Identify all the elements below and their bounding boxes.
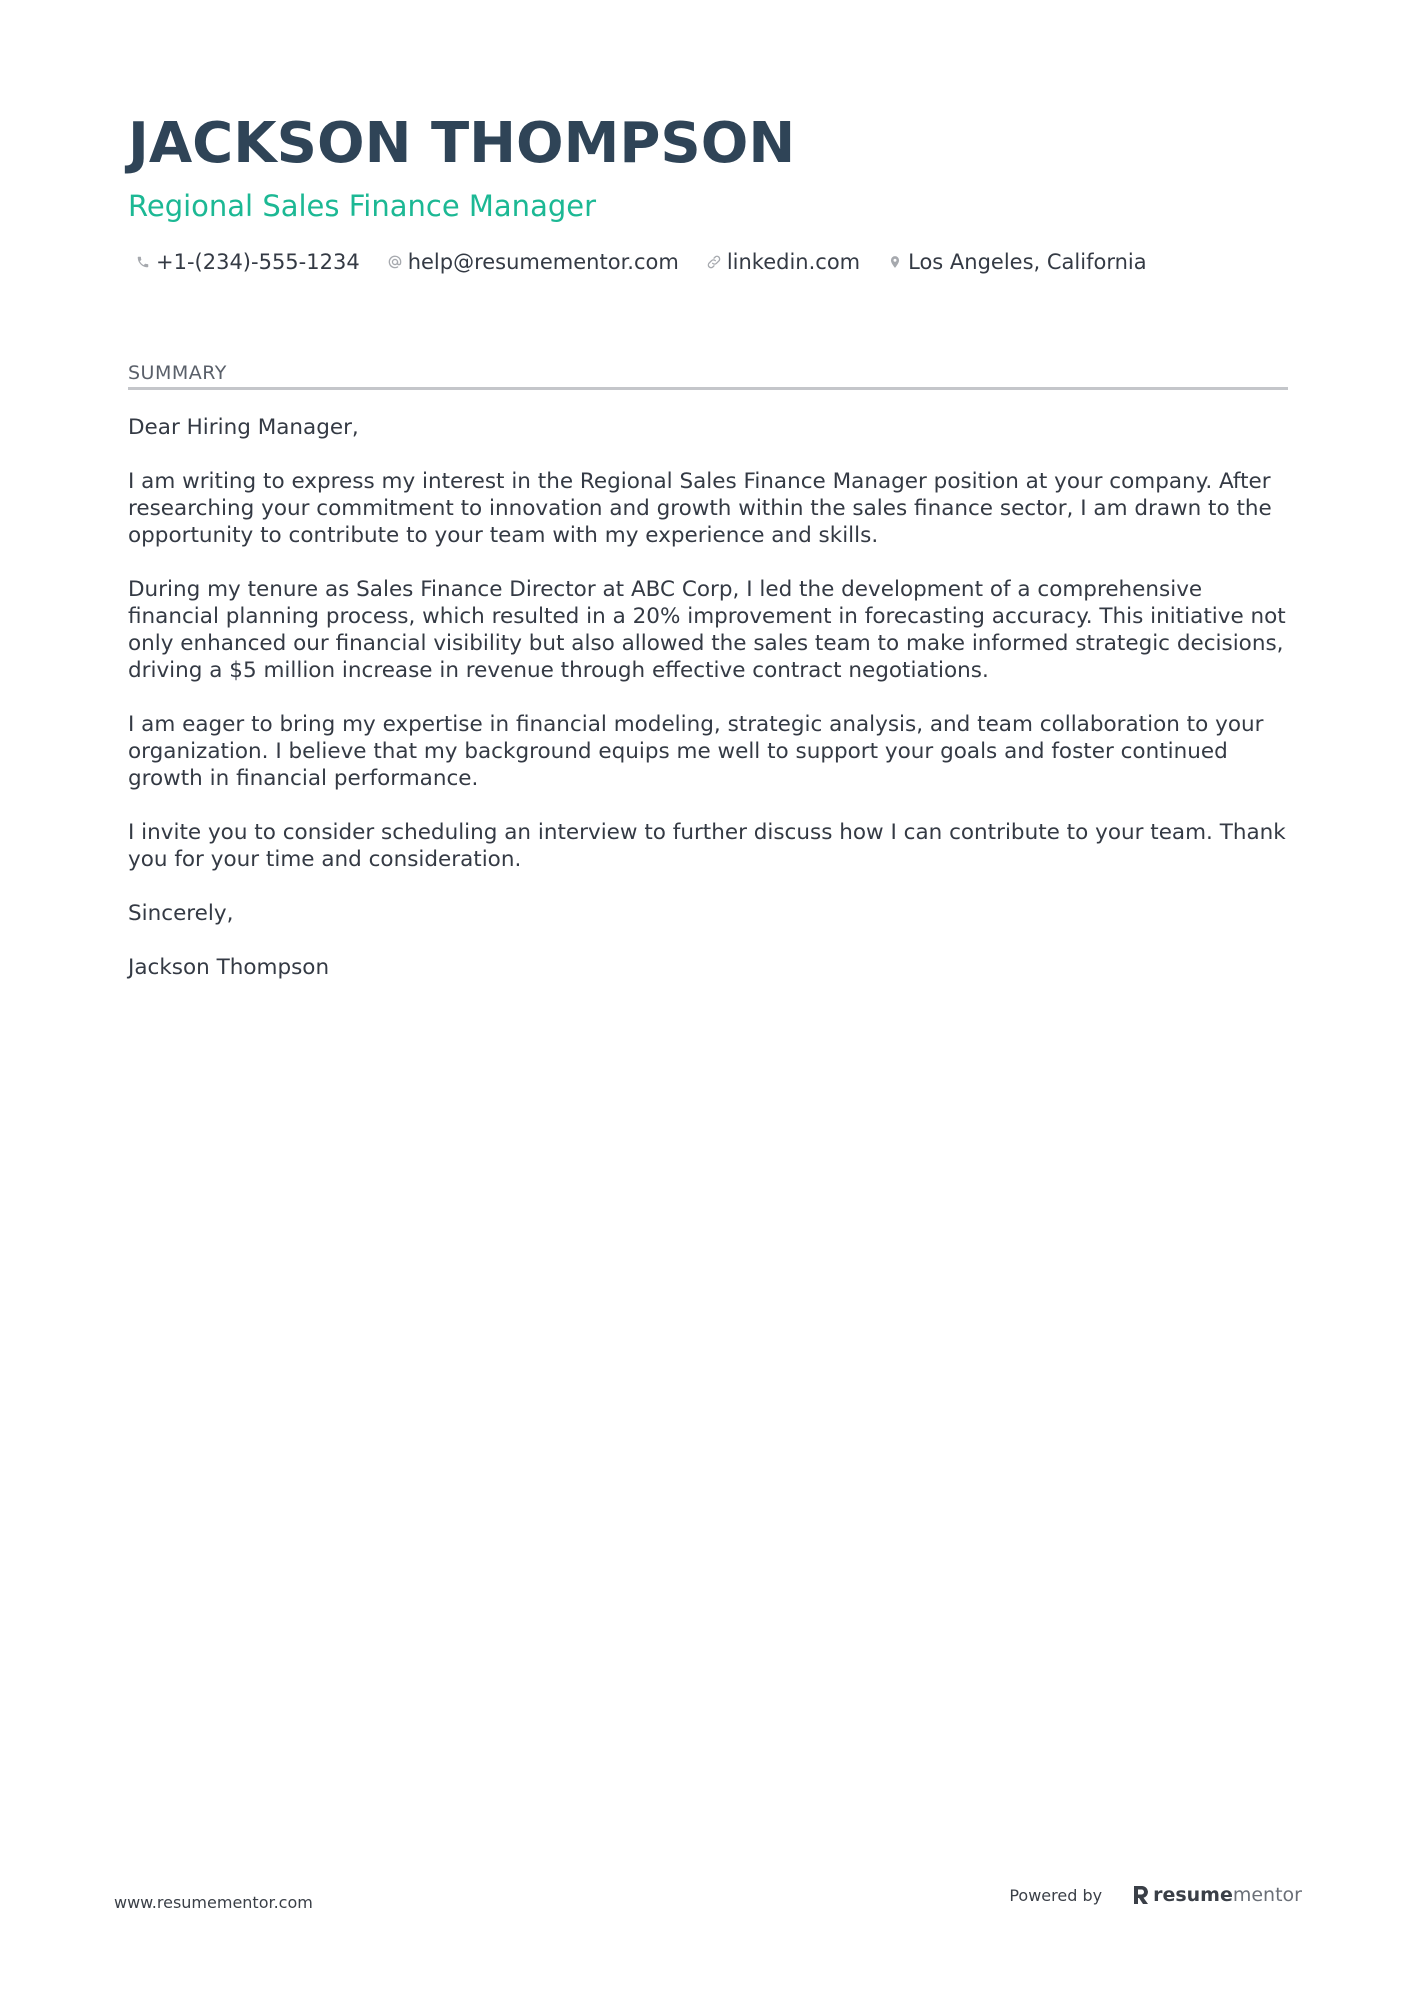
contact-bar <box>134 244 1173 280</box>
job-title: Regional Sales Finance Manager <box>128 189 597 223</box>
brand-name-bold: resume <box>1153 1884 1233 1906</box>
contact-linkedin <box>705 250 860 274</box>
brand-name-light: mentor <box>1232 1884 1302 1906</box>
letter-paragraph: I invite you to consider scheduling an interview to further discuss how I can contribute to your team. Thank you for your time and consideration. <box>128 820 1286 872</box>
contact-location <box>886 250 1147 274</box>
letter-paragraph: I am writing to express my interest in the Regional Sales Finance Manager position at your company. After researching your commitment to innovation and growth within the sales finance sector, I am drawn to the opportunity to contribute to your team with my experience and skills. <box>128 469 1272 548</box>
summary-heading: SUMMARY <box>128 362 227 384</box>
phone-number: +1-(234)-555-1234 <box>156 250 360 274</box>
powered-by-label: Powered by <box>1009 1885 1103 1905</box>
letter-paragraph: During my tenure as Sales Finance Director at ABC Corp, I led the development of a comprehensive financial planning process, which resulted in a 20% improvement in forecasting accuracy. This initiative not only enhanced our financial visibility but also allowed the sales team to make informed strategic decisions, driving a $5 million increase in revenue through effective contract negotiations. <box>128 577 1286 683</box>
contact-email <box>386 250 679 274</box>
linkedin-url: linkedin.com <box>726 250 861 274</box>
signature-name: Jackson Thompson <box>128 955 330 980</box>
contact-phone <box>134 250 360 274</box>
phone-icon <box>134 253 152 271</box>
candidate-name: JACKSON THOMPSON <box>128 111 796 176</box>
salutation: Dear Hiring Manager, <box>128 415 359 440</box>
footer-branding <box>1009 1884 1302 1906</box>
brand-mark-icon <box>1132 1884 1150 1906</box>
brand-logo <box>1132 1884 1302 1906</box>
footer-website: www.resumementor.com <box>114 1893 313 1912</box>
email-address: help@resumementor.com <box>407 250 679 274</box>
section-divider <box>128 387 1288 390</box>
link-icon <box>705 253 723 271</box>
location-pin-icon <box>886 253 904 271</box>
closing: Sincerely, <box>128 901 234 926</box>
letter-paragraph: I am eager to bring my expertise in financial modeling, strategic analysis, and team collaboration to your organization. I believe that my background equips me well to support your goals and foster continued growth in financial performance. <box>128 712 1264 791</box>
letter-body <box>128 414 1293 1008</box>
location-text: Los Angeles, California <box>908 250 1147 274</box>
at-icon <box>386 253 404 271</box>
